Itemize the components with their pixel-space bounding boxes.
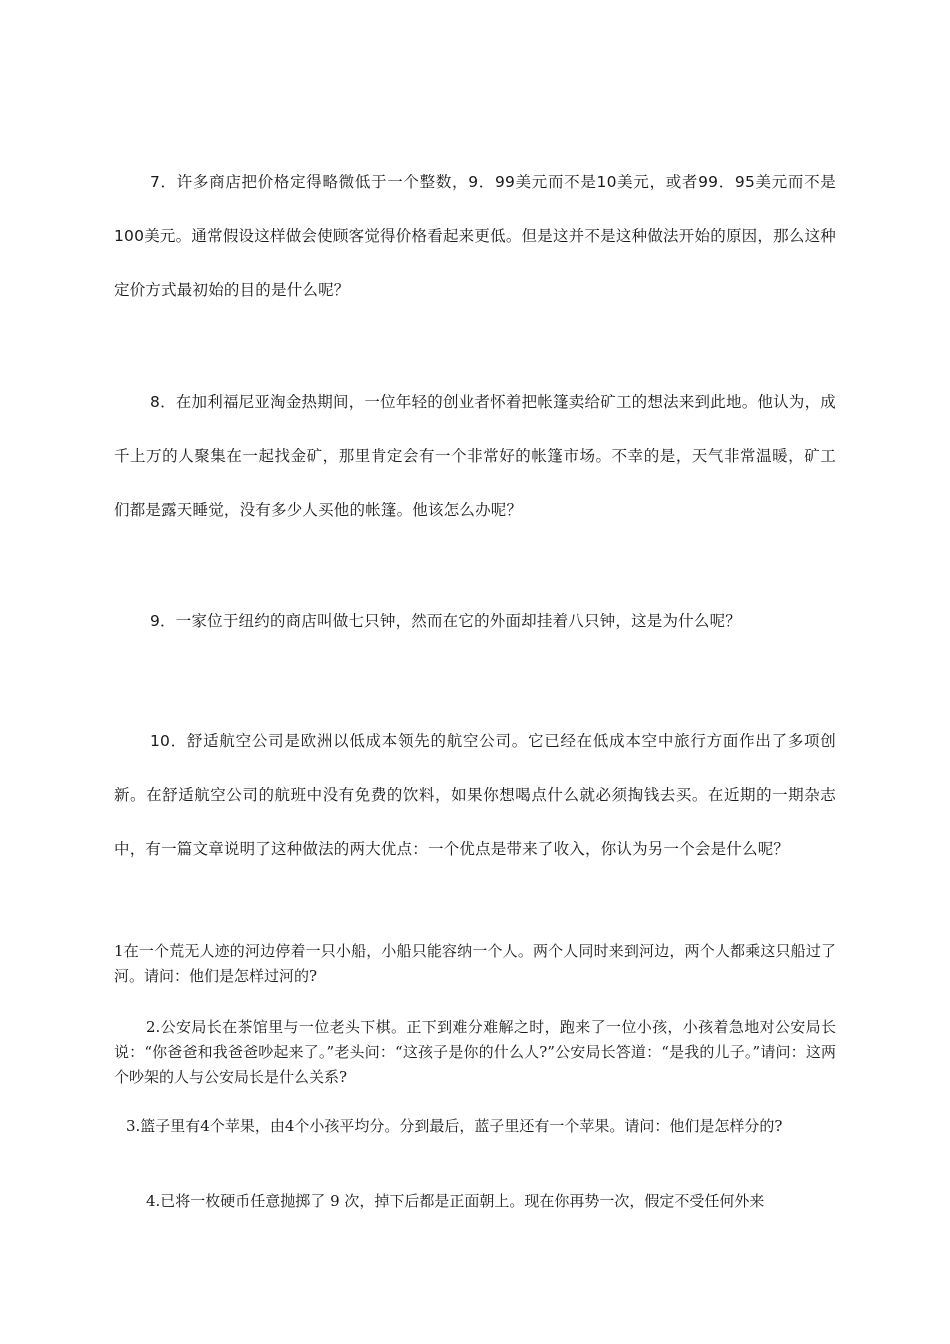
riddle-1-paragraph: 1在一个荒无人迹的河边停着一只小船，小船只能容纳一个人。两个人同时来到河边，两个人都乘这只船过了河。请问：他们是怎样过河的?	[114, 942, 836, 985]
riddle-3-paragraph: 3.篮子里有4个苹果，由4个小孩平均分。分到最后，蓝子里还有一个苹果。请问：他们是怎样分的?	[126, 1117, 783, 1135]
question-7-paragraph: 7．许多商店把价格定得略微低于一个整数，9．99美元而不是10美元，或者99．95美元而不是100美元。通常假设这样做会使顾客觉得价格看起来更低。但是这并不是这种做法开始的原因，那么这种定价方式最初始的目的是什么呢？	[114, 173, 836, 299]
riddle-4-paragraph: 4.已将一枚硬币任意抛掷了 9 次，掉下后都是正面朝上。现在你再势一次，假定不受任何外来	[146, 1192, 765, 1210]
riddle-2-paragraph: 2.公安局长在茶馆里与一位老头下棋。正下到难分难解之时，跑来了一位小孩，小孩着急地对公安局长说：“你爸爸和我爸爸吵起来了。”老头问：“这孩子是你的什么人?”公安局长答道：“是我的儿子。”请问：这两个吵架的人与公安局长是什么关系?	[114, 1018, 836, 1086]
question-8-paragraph: 8．在加利福尼亚淘金热期间，一位年轻的创业者怀着把帐篷卖给矿工的想法来到此地。他认为，成千上万的人聚集在一起找金矿，那里肯定会有一个非常好的帐篷市场。不幸的是，天气非常温暖，矿工们都是露天睡觉，没有多少人买他的帐篷。他该怎么办呢？	[114, 393, 836, 519]
question-10-paragraph: 10．舒适航空公司是欧洲以低成本领先的航空公司。它已经在低成本空中旅行方面作出了多项创新。在舒适航空公司的航班中没有免费的饮料，如果你想喝点什么就必须掏钱去买。在近期的一期杂志中，有一篇文章说明了这种做法的两大优点：一个优点是带来了收入，你认为另一个会是什么呢？	[114, 732, 836, 858]
question-9-paragraph: 9．一家位于纽约的商店叫做七只钟，然而在它的外面却挂着八只钟，这是为什么呢？	[150, 612, 741, 630]
